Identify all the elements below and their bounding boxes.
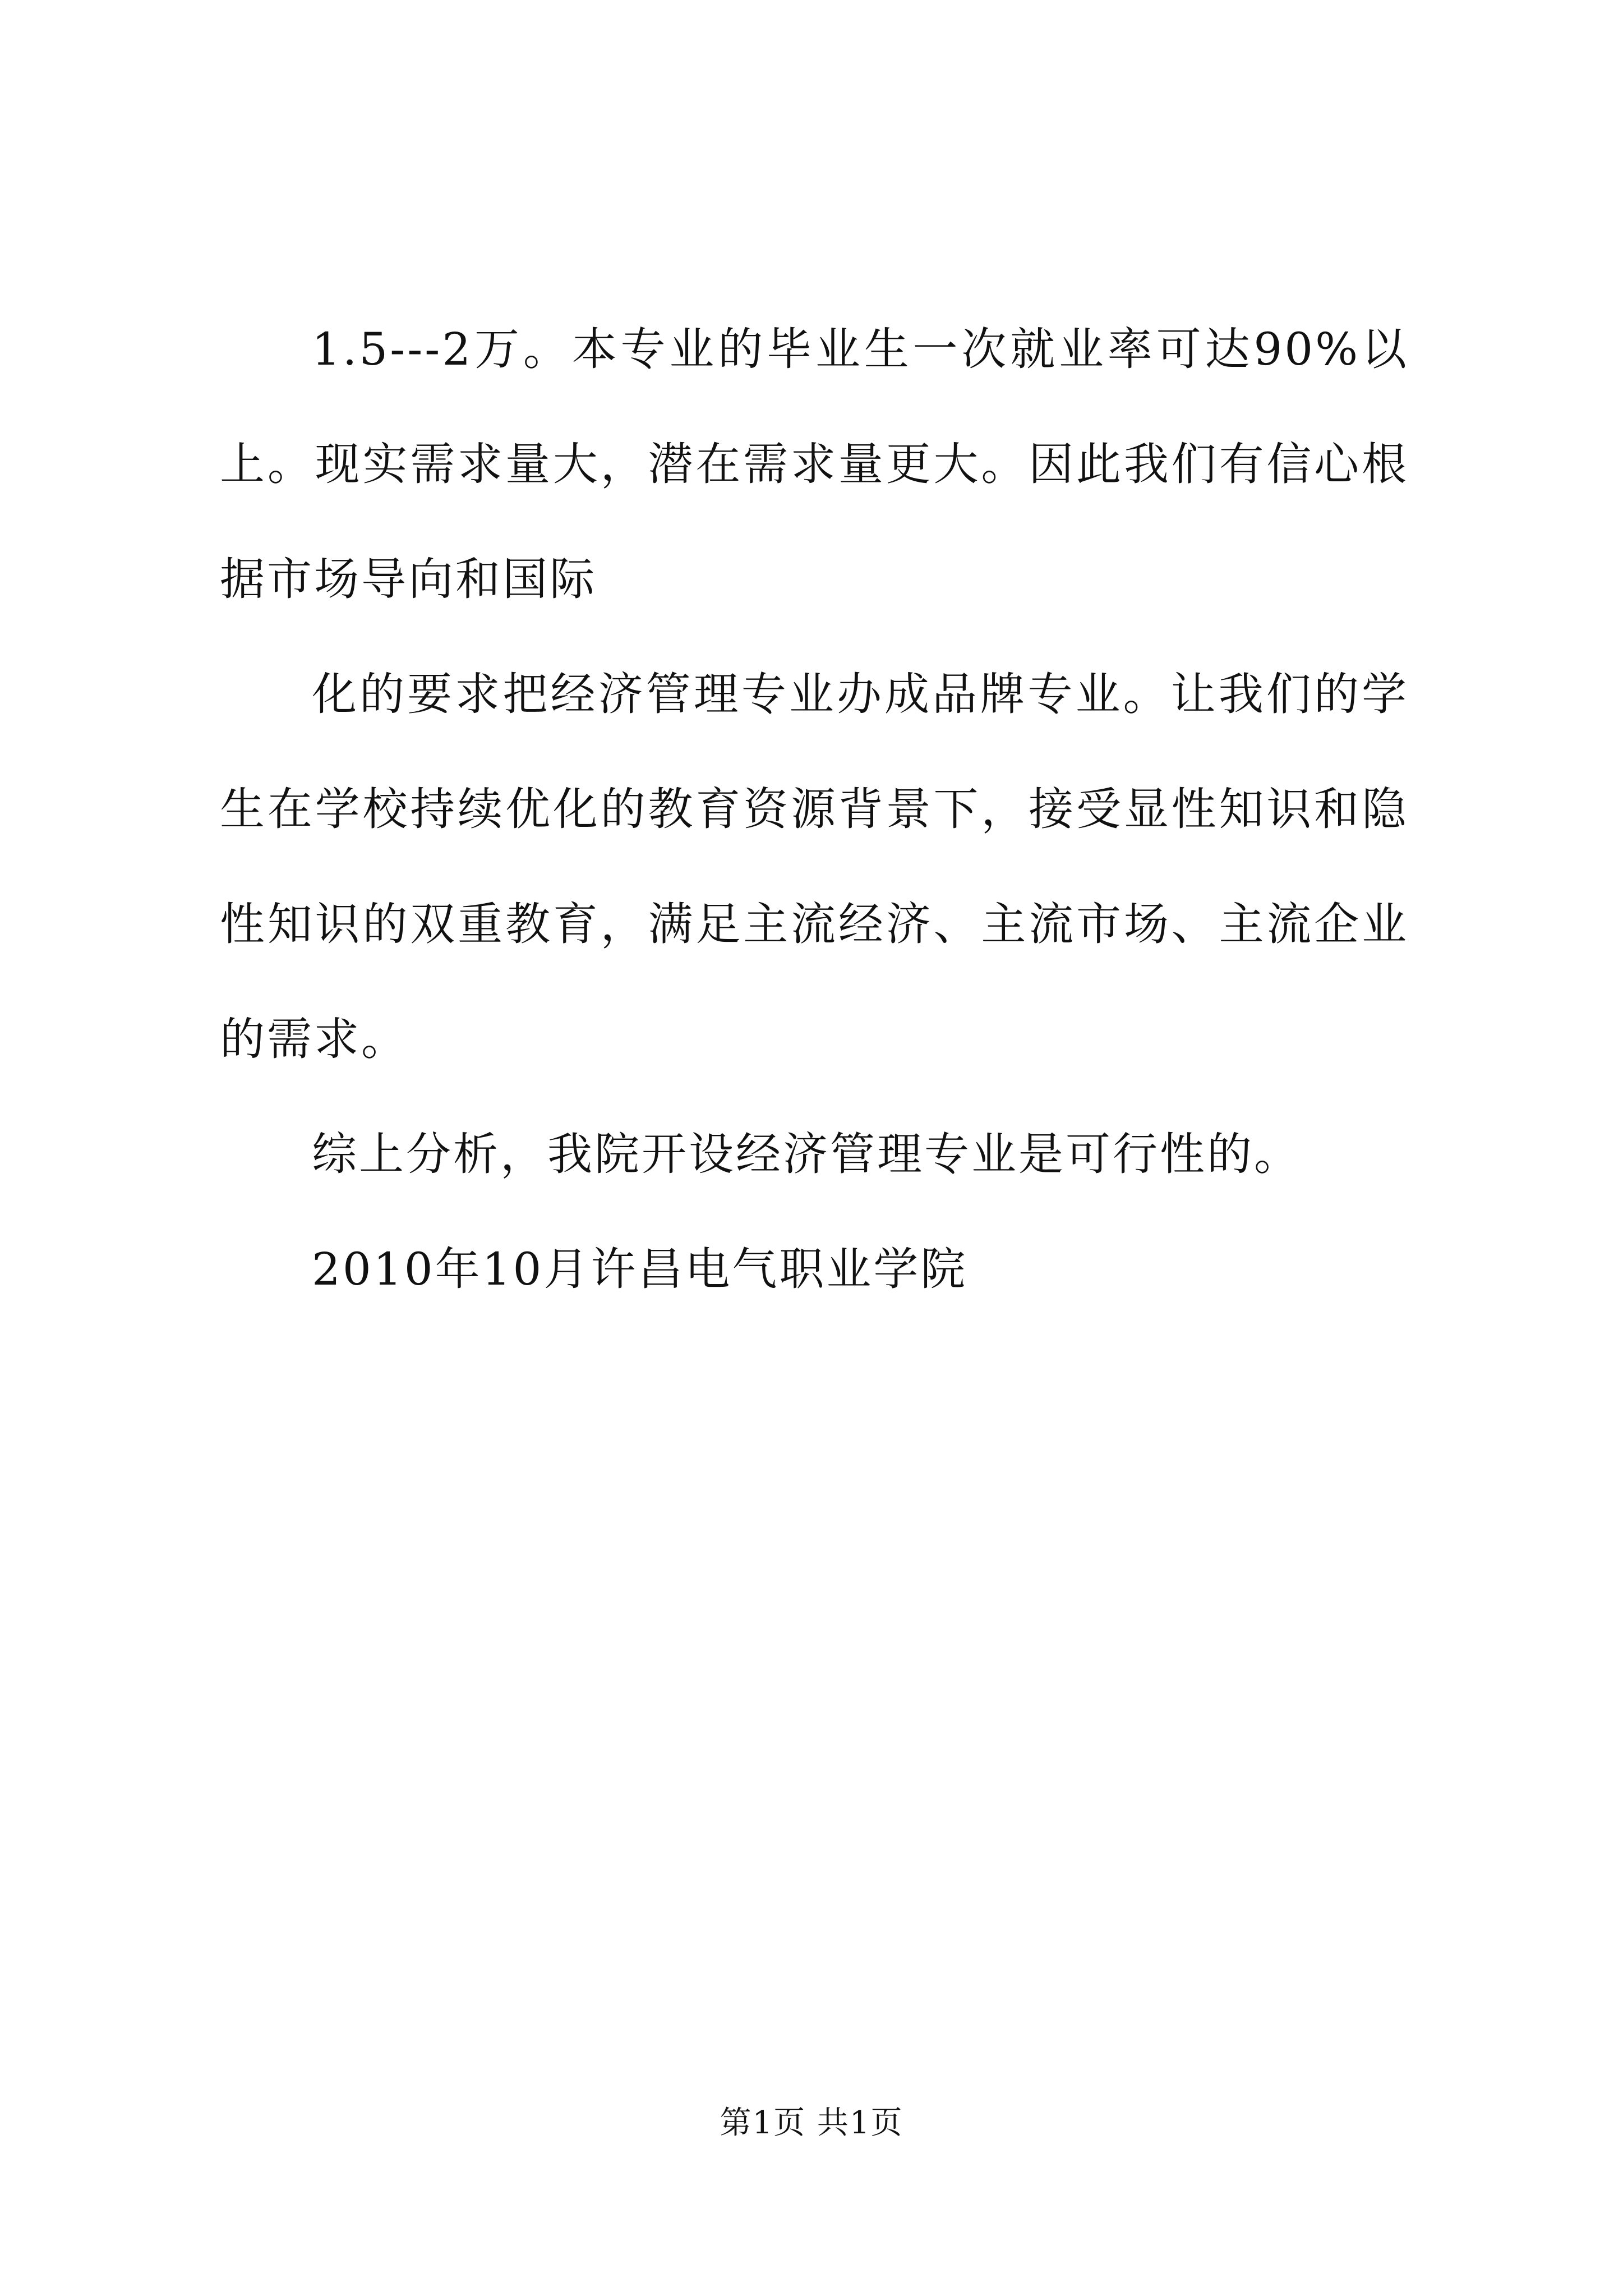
page-number-footer: 第1页 共1页 [720,2105,903,2141]
paragraph-brand-major: 化的要求把经济管理专业办成品牌专业。让我们的学生在学校持续优化的教育资源背景下，接受显性知识和隐性知识的双重教育，满足主流经济、主流市场、主流企业的需求。 [220,668,1409,1065]
paragraph-date-signature: 2010年10月许昌电气职业学院 [312,1243,968,1295]
document-body [220,292,1409,1327]
paragraph-employment-rate: 1.5---2万。本专业的毕业生一次就业率可达90%以上。现实需求量大，潜在需求量更大。因此我们有信心根据市场导向和国际 [220,323,1409,605]
paragraph-conclusion: 综上分析，我院开设经济管理专业是可行性的。 [312,1128,1301,1180]
